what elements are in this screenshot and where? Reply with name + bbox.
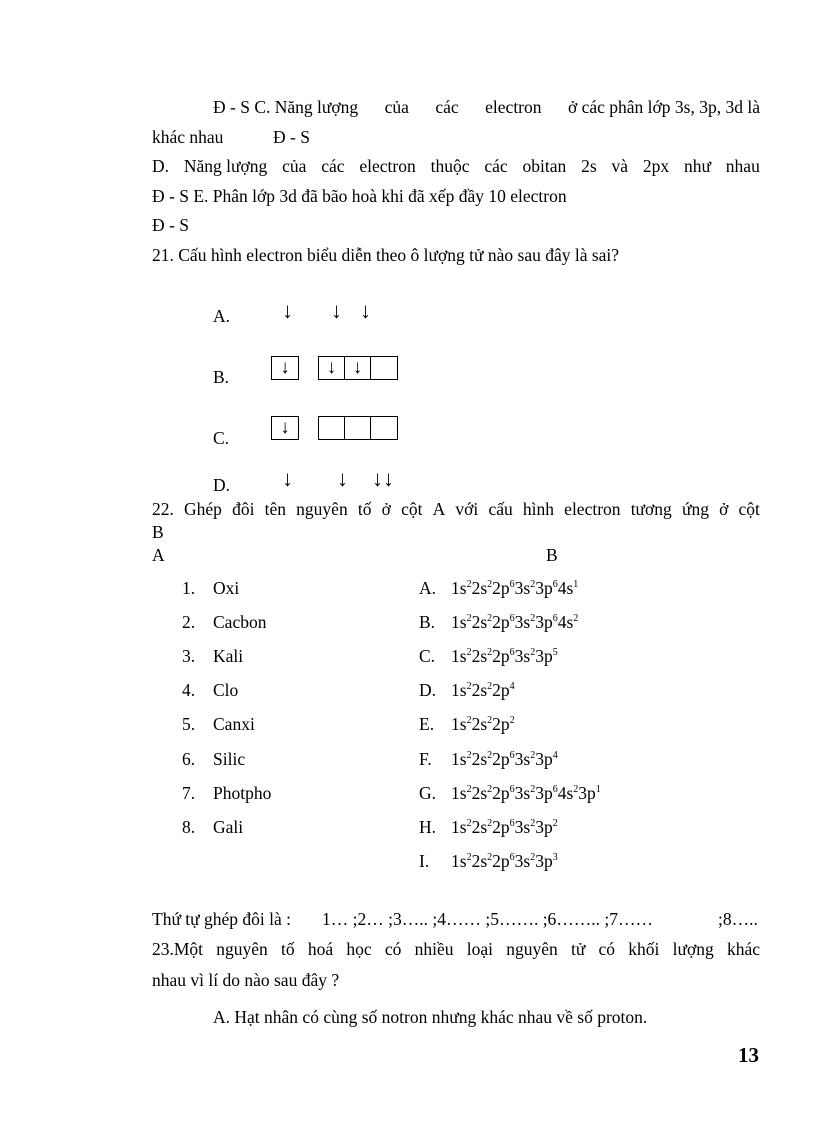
q22-title-word: ở	[381, 499, 391, 519]
q22-title-word: tương	[630, 499, 672, 519]
line-1-word: các	[435, 97, 459, 117]
q23-line-1-word: học	[346, 939, 372, 959]
element-name: Cacbon	[213, 612, 267, 632]
element-number: 8.	[182, 817, 196, 837]
electron-configuration: $1s^22s^22p^2$	[451, 714, 515, 734]
question-23-line-1	[152, 939, 760, 959]
down-arrow-icon: ↓	[337, 466, 348, 491]
element-name: Oxi	[213, 578, 240, 598]
question-22-title-cont: B	[152, 522, 164, 542]
q23-line-1-word: nguyên	[216, 939, 268, 959]
question-23-line-2: nhau vì lí do nào sau đây ?	[152, 970, 340, 990]
orbital-cell	[345, 417, 371, 439]
question-22-title	[152, 499, 760, 519]
line-3-word: electron	[359, 156, 416, 176]
orbital-cell: ↓	[345, 357, 371, 379]
down-arrow-icon: ↓	[331, 298, 342, 323]
line-3-word: nhau	[725, 156, 760, 176]
q22-title-word: hình	[522, 499, 555, 519]
q23-line-1-word: loại	[466, 939, 493, 959]
q22-title-word: ở	[719, 499, 729, 519]
line-3-word: và	[611, 156, 629, 176]
element-number: 1.	[182, 578, 196, 598]
line-3-word: obitan	[522, 156, 567, 176]
orbital-cell	[371, 417, 397, 439]
line-3-word: Năng lượng	[183, 156, 268, 176]
line-2-mark: Đ - S	[273, 127, 310, 147]
orbital-box-p	[318, 416, 398, 440]
q22-title-word: cột	[738, 499, 760, 519]
orbital-box-p	[318, 356, 398, 380]
element-number: 4.	[182, 680, 196, 700]
config-label: H.	[419, 817, 437, 837]
q22-title-word: cột	[401, 499, 423, 519]
q23-line-1-word: khác	[726, 939, 760, 959]
element-number: 5.	[182, 714, 196, 734]
line-1-word: Đ - S C. Năng lượng	[213, 97, 359, 117]
config-label: A.	[419, 578, 437, 598]
orbital-cell: ↓	[280, 417, 290, 438]
element-name: Kali	[213, 646, 244, 666]
electron-configuration: $1s^22s^22p^63s^23p^2$	[451, 817, 558, 837]
q22-title-word: 22.	[152, 499, 174, 519]
q23-line-1-word: lượng	[672, 939, 714, 959]
line-3-word: 2px	[642, 156, 670, 176]
answer-line-prefix: Thứ tự ghép đôi là :	[152, 909, 292, 929]
orbital-cell	[319, 417, 345, 439]
q23-line-1-word: khối	[628, 939, 660, 959]
column-a-header: A	[152, 545, 165, 565]
line-3-word: các	[321, 156, 345, 176]
element-name: Canxi	[213, 714, 255, 734]
q21-option-d-label: D.	[213, 475, 231, 495]
q23-line-1-word: tố	[281, 939, 295, 959]
electron-configuration: $1s^22s^22p^63s^23p^64s^2$	[451, 612, 579, 632]
line-3-word: thuộc	[430, 156, 470, 176]
electron-configuration: $1s^22s^22p^63s^23p^4$	[451, 749, 558, 769]
down-arrow-icon: ↓	[360, 298, 371, 323]
line-5: Đ - S	[152, 215, 189, 235]
orbital-cell: ↓	[280, 357, 290, 378]
q22-title-word: nguyên	[296, 499, 348, 519]
q23-line-1-word: nguyên	[506, 939, 558, 959]
q23-line-1-word: nhiều	[414, 939, 454, 959]
orbital-box-s	[271, 416, 299, 440]
q23-line-1-word: 23.Một	[152, 939, 204, 959]
q22-title-word: tố	[357, 499, 372, 519]
line-3-word: 2s	[581, 156, 597, 176]
q22-title-word: Ghép	[184, 499, 222, 519]
line-4: Đ - S E. Phân lớp 3d đã bão hoà khi đã xếp đầy 10 electron	[152, 186, 567, 206]
q21-option-c-label: C.	[213, 428, 230, 448]
electron-configuration: $1s^22s^22p^63s^23p^5$	[451, 646, 558, 666]
q23-line-1-word: có	[384, 939, 402, 959]
element-name: Gali	[213, 817, 244, 837]
q22-title-word: cấu	[488, 499, 513, 519]
page-number: 13	[738, 1043, 759, 1067]
element-number: 2.	[182, 612, 196, 632]
config-label: I.	[419, 851, 430, 871]
q22-title-word: ứng	[681, 499, 709, 519]
answer-line-blanks: 1… ;2… ;3….. ;4…… ;5……. ;6…….. ;7……	[322, 909, 654, 929]
answer-line-last: ;8…..	[718, 909, 758, 929]
config-label: E.	[419, 714, 435, 734]
q21-option-b-label: B.	[213, 367, 230, 387]
element-number: 3.	[182, 646, 196, 666]
q22-title-word: đôi	[232, 499, 255, 519]
line-3-word: các	[484, 156, 508, 176]
q22-title-word: A	[432, 499, 446, 519]
q22-title-word: electron	[564, 499, 621, 519]
element-name: Photpho	[213, 783, 272, 803]
electron-configuration: $1s^22s^22p^63s^23p^64s^23p^1$	[451, 783, 601, 803]
down-arrow-icon: ↓	[282, 298, 293, 323]
q23-line-1-word: hoá	[307, 939, 334, 959]
config-label: F.	[419, 749, 432, 769]
q22-title-word: tên	[264, 499, 287, 519]
orbital-cell	[371, 357, 397, 379]
question-23-option-a: A. Hạt nhân có cùng số notron nhưng khác nhau về số proton.	[213, 1007, 648, 1027]
config-label: C.	[419, 646, 436, 666]
down-arrow-icon: ↓↓	[372, 466, 394, 491]
line-3-word: D.	[152, 156, 170, 176]
q23-line-1-word: tử	[570, 939, 586, 959]
orbital-cell: ↓	[319, 357, 345, 379]
config-label: G.	[419, 783, 437, 803]
line-3-word: như	[683, 156, 711, 176]
line-3	[152, 156, 760, 176]
column-b-header: B	[546, 545, 558, 565]
element-name: Clo	[213, 680, 239, 700]
question-21-title: 21. Cấu hình electron biểu diễn theo ô lượng tử nào sau đây là sai?	[152, 245, 620, 265]
down-arrow-icon: ↓	[282, 466, 293, 491]
line-1-word: electron	[485, 97, 542, 117]
config-label: B.	[419, 612, 436, 632]
electron-configuration: $1s^22s^22p^63s^23p^64s^1$	[451, 578, 579, 598]
element-number: 7.	[182, 783, 196, 803]
q22-title-word: với	[455, 499, 479, 519]
line-1-word: của	[384, 97, 409, 117]
element-number: 6.	[182, 749, 196, 769]
line-3-word: của	[282, 156, 307, 176]
line-1-word: ở các phân lớp 3s, 3p, 3d là	[567, 97, 760, 117]
config-label: D.	[419, 680, 437, 700]
element-name: Silic	[213, 749, 246, 769]
line-1	[213, 97, 760, 117]
electron-configuration: $1s^22s^22p^4$	[451, 680, 515, 700]
q23-line-1-word: có	[598, 939, 616, 959]
orbital-box-s	[271, 356, 299, 380]
line-2-text: khác nhau	[152, 127, 224, 147]
q21-option-a-label: A.	[213, 306, 231, 326]
electron-configuration: $1s^22s^22p^63s^23p^3$	[451, 851, 558, 871]
